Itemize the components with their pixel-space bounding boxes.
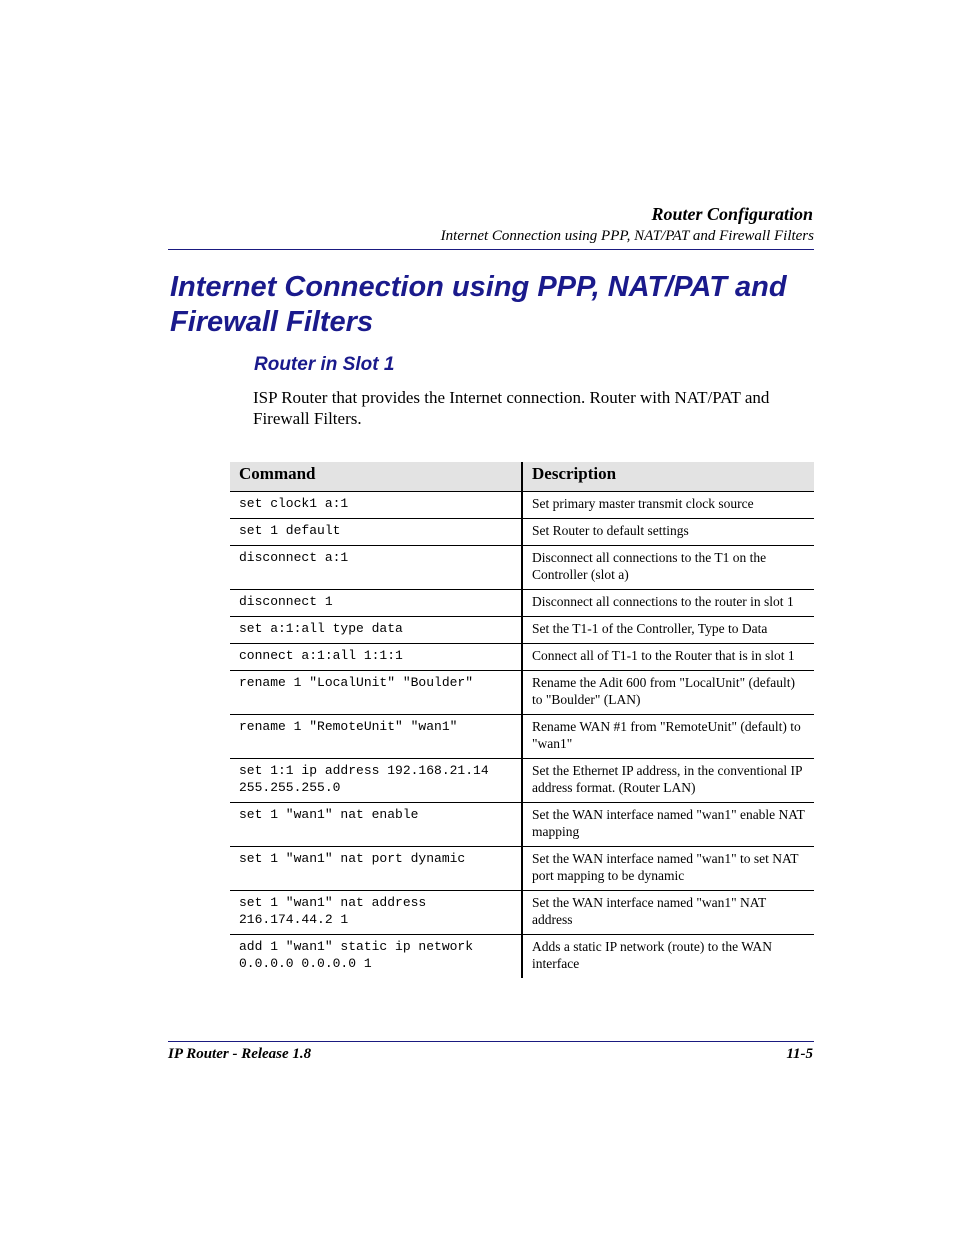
command-cell: set 1 "wan1" nat port dynamic <box>230 847 522 891</box>
table-row <box>230 590 814 617</box>
description-cell: Disconnect all connections to the T1 on the Controller (slot a) <box>522 546 814 590</box>
table-header-row <box>230 462 814 492</box>
description-cell: Set the T1-1 of the Controller, Type to Data <box>522 617 814 644</box>
command-cell: disconnect 1 <box>230 590 522 617</box>
running-header-title: Router Configuration <box>651 204 813 224</box>
table-row <box>230 935 814 979</box>
table-row <box>230 617 814 644</box>
table-row <box>230 891 814 935</box>
command-cell: set 1:1 ip address 192.168.21.14 255.255.255.0 <box>230 759 522 803</box>
table-row <box>230 715 814 759</box>
command-cell: connect a:1:all 1:1:1 <box>230 644 522 671</box>
command-cell: disconnect a:1 <box>230 546 522 590</box>
command-cell: set 1 "wan1" nat enable <box>230 803 522 847</box>
description-cell: Connect all of T1-1 to the Router that is in slot 1 <box>522 644 814 671</box>
description-cell: Rename the Adit 600 from "LocalUnit" (default) to "Boulder" (LAN) <box>522 671 814 715</box>
command-cell: set 1 default <box>230 519 522 546</box>
page-number: 11-5 <box>786 1046 813 1062</box>
table-row <box>230 847 814 891</box>
description-cell: Set primary master transmit clock source <box>522 492 814 519</box>
command-cell: set clock1 a:1 <box>230 492 522 519</box>
description-cell: Rename WAN #1 from "RemoteUnit" (default) to "wan1" <box>522 715 814 759</box>
table-row <box>230 519 814 546</box>
description-cell: Set the WAN interface named "wan1" NAT address <box>522 891 814 935</box>
intro-paragraph: ISP Router that provides the Internet connection. Router with NAT/PAT and Firewall Filters. <box>253 388 770 428</box>
table-row <box>230 803 814 847</box>
table-row <box>230 546 814 590</box>
section-heading: Router in Slot 1 <box>254 354 395 375</box>
running-header-subtitle: Internet Connection using PPP, NAT/PAT and Firewall Filters <box>440 228 814 244</box>
command-cell: add 1 "wan1" static ip network 0.0.0.0 0.0.0.0 1 <box>239 939 474 971</box>
description-cell: Set Router to default settings <box>522 519 814 546</box>
description-cell: Adds a static IP network (route) to the WAN interface <box>522 935 814 979</box>
command-table <box>230 462 814 978</box>
command-cell: rename 1 "RemoteUnit" "wan1" <box>230 715 522 759</box>
column-header-description: Description <box>522 462 814 492</box>
command-cell: rename 1 "LocalUnit" "Boulder" <box>230 671 522 715</box>
command-cell: set a:1:all type data <box>230 617 522 644</box>
page-title: Internet Connection using PPP, NAT/PAT and Firewall Filters <box>170 271 787 338</box>
table-row <box>230 644 814 671</box>
column-header-command: Command <box>230 462 522 492</box>
table-row <box>230 492 814 519</box>
description-cell: Disconnect all connections to the router in slot 1 <box>522 590 814 617</box>
footer-divider <box>168 1041 814 1042</box>
header-divider <box>168 249 814 250</box>
command-cell: set 1 "wan1" nat address 216.174.44.2 1 <box>230 891 522 935</box>
table-row <box>230 759 814 803</box>
table-row <box>230 671 814 715</box>
footer-product: IP Router - Release 1.8 <box>168 1046 312 1062</box>
description-cell: Set the WAN interface named "wan1" to set NAT port mapping to be dynamic <box>522 847 814 891</box>
description-cell: Set the Ethernet IP address, in the conventional IP address format. (Router LAN) <box>522 759 814 803</box>
description-cell: Set the WAN interface named "wan1" enable NAT mapping <box>522 803 814 847</box>
